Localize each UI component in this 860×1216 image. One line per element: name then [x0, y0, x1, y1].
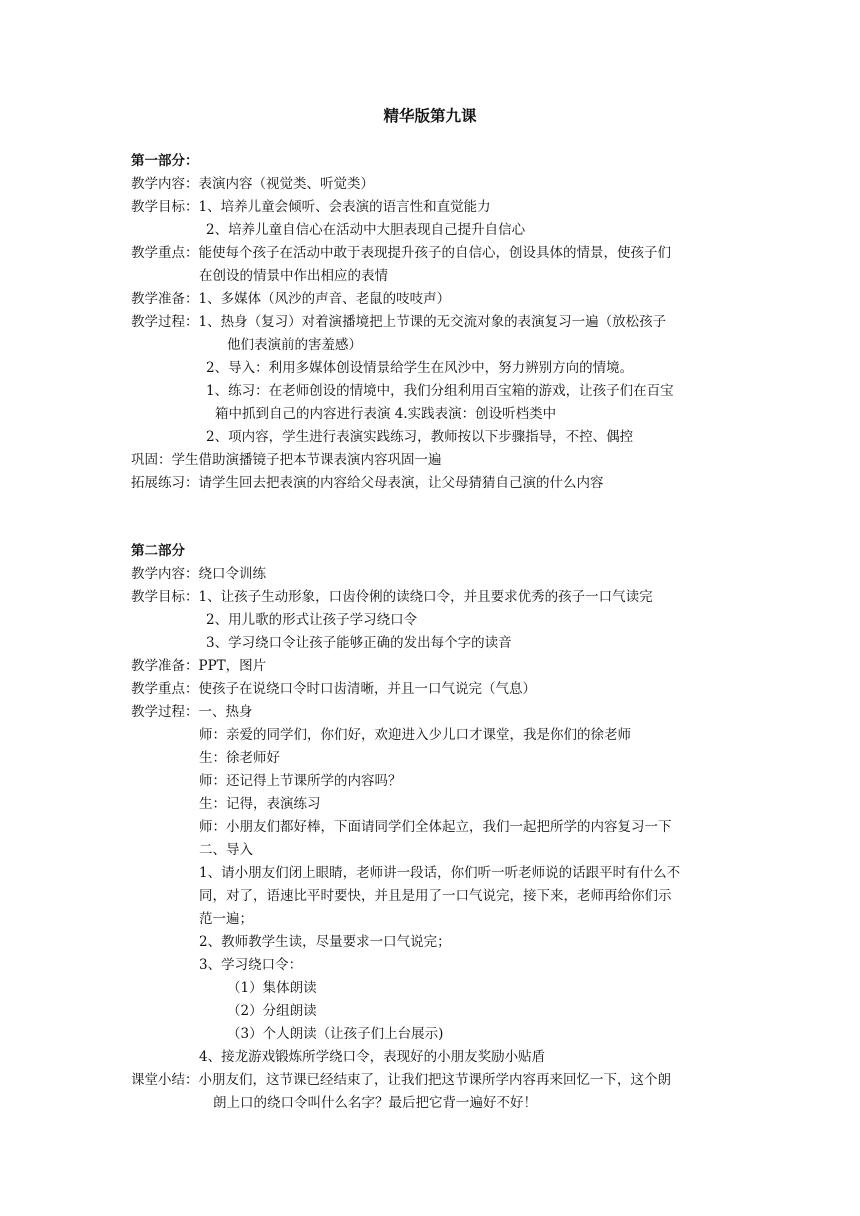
subsection-heading: 二、导入 [199, 842, 253, 858]
reading-item: （1）集体朗读 [227, 980, 317, 996]
teaching-goal-line: 3、学习绕口令让孩子能够正确的发出每个字的读音 [206, 635, 512, 651]
teaching-goal-line: 教学目标：1、让孩子生动形象，口齿伶俐的读绕口令，并且要求优秀的孩子一口气读完 [131, 589, 653, 605]
reading-item: （3）个人朗读（让孩子们上台展示) [227, 1026, 444, 1042]
intro-step-line: 同，对了，语速比平时要快，并且是用了一口气说完，接下来，老师再给你们示 [199, 888, 672, 904]
intro-step-line: 1、请小朋友们闭上眼睛，老师讲一段话，你们听一听老师说的话跟平时有什么不 [199, 865, 681, 881]
dialogue-line: 生：记得，表演练习 [199, 796, 321, 812]
teaching-goal-line: 2、用儿歌的形式让孩子学习绕口令 [206, 612, 418, 628]
teaching-focus-line: 在创设的情景中作出相应的表情 [199, 268, 388, 284]
teaching-content: 教学内容：绕口令训练 [131, 566, 266, 582]
intro-step-line: 范一遍； [199, 911, 253, 927]
class-summary-line: 朗上口的绕口令叫什么名字？最后把它背一遍好不好！ [213, 1095, 537, 1111]
teaching-process-line: 他们表演前的害羞感） [227, 337, 362, 353]
teaching-process-line: 1、练习：在老师创设的情境中，我们分组利用百宝箱的游戏，让孩子们在百宝 [206, 383, 674, 399]
consolidation: 巩固：学生借助演播镜子把本节课表演内容巩固一遍 [131, 452, 442, 468]
teaching-prep: 教学准备：1、多媒体（风沙的声音、老鼠的吱吱声） [131, 291, 451, 307]
page-title: 精华版第九课 [383, 106, 477, 125]
teaching-focus: 教学重点：使孩子在说绕口令时口齿清晰，并且一口气说完（气息） [131, 681, 536, 697]
extension-practice: 拓展练习：请学生回去把表演的内容给父母表演，让父母猜猜自己演的什么内容 [131, 475, 604, 491]
class-summary-line: 课堂小结：小朋友们，这节课已经结束了，让我们把这节课所学内容再来回忆一下，这个朗 [131, 1072, 671, 1088]
teaching-prep: 教学准备：PPT，图片 [131, 658, 267, 674]
section-heading: 第二部分 [131, 543, 185, 559]
teaching-process-line: 箱中抓到自己的内容进行表演 4.实践表演：创设听档类中 [215, 406, 557, 422]
teaching-goal-line: 教学目标：1、培养儿童会倾听、会表演的语言性和直觉能力 [131, 199, 491, 215]
teaching-process-heading: 教学过程：一、热身 [131, 704, 253, 720]
teaching-process-line: 2、项内容，学生进行表演实践练习，教师按以下步骤指导，不控、偶控 [206, 429, 634, 445]
dialogue-line: 师：小朋友们都好棒，下面请同学们全体起立，我们一起把所学的内容复习一下 [199, 819, 672, 835]
dialogue-line: 生：徐老师好 [199, 750, 280, 766]
reading-item: （2）分组朗读 [227, 1003, 317, 1019]
teaching-content: 教学内容：表演内容（视觉类、听觉类） [131, 176, 374, 192]
intro-step-line: 4、接龙游戏锻炼所学绕口令，表现好的小朋友奖励小贴盾 [199, 1049, 546, 1065]
teaching-focus-line: 教学重点：能使每个孩子在活动中敢于表现提升孩子的自信心，创设具体的情景，使孩子们 [131, 245, 671, 261]
section-heading: 第一部分： [131, 153, 199, 169]
teaching-process-line: 2、导入：利用多媒体创设情景给学生在风沙中，努力辨别方向的情境。 [206, 360, 634, 376]
intro-step-line: 3、学习绕口令： [199, 957, 303, 973]
teaching-process-line: 教学过程：1、热身（复习）对着演播境把上节课的无交流对象的表演复习一遍（放松孩子 [131, 314, 667, 330]
dialogue-line: 师：还记得上节课所学的内容吗？ [199, 773, 402, 789]
intro-step-line: 2、教师教学生读，尽量要求一口气说完； [199, 934, 451, 950]
teaching-goal-line: 2、培养儿童自信心在活动中大胆表现自己提升自信心 [206, 222, 526, 238]
dialogue-line: 师：亲爱的同学们，你们好，欢迎进入少儿口才课堂，我是你们的徐老师 [199, 727, 631, 743]
